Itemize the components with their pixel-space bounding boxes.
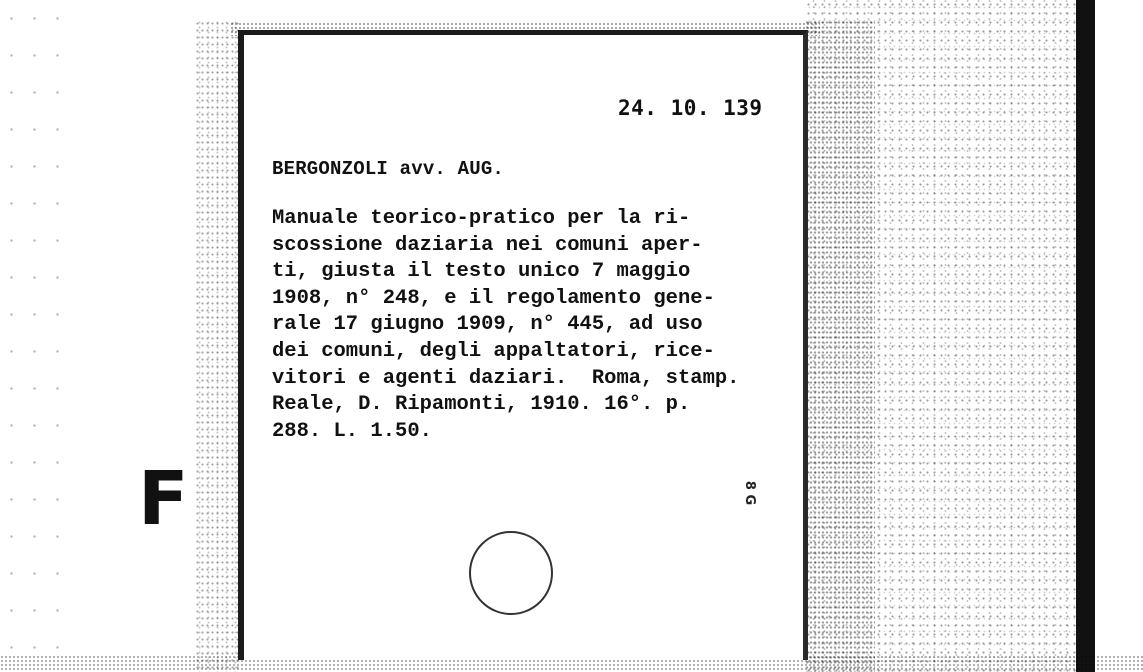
card-description-line: Manuale teorico-pratico per la ri- [272, 207, 691, 230]
card-description [272, 206, 739, 445]
punch-hole [469, 531, 553, 615]
card-description-line: ti, giusta il testo unico 7 maggio [272, 260, 691, 284]
scan-border-right [1076, 0, 1095, 672]
card-description-line: vitori e agenti daziari. Roma, stamp. [272, 366, 740, 390]
card-author: BERGONZOLI avv. AUG. [272, 158, 505, 180]
card-description-line: 1908, n° 248, e il regolamento gene- [272, 286, 715, 310]
drawer-letter: F [138, 456, 189, 542]
card-number: 24. 10. 139 [618, 96, 763, 120]
scan-noise-left-margin [0, 0, 60, 672]
shelf-mark: 8 G [742, 480, 757, 506]
scan-noise-left-edge [195, 20, 240, 672]
card-description-line: rale 17 giugno 1909, n° 445, ad uso [272, 313, 703, 337]
scan-noise-right-edge [805, 20, 875, 672]
scan-margin-right [1095, 0, 1143, 672]
card-description-line: scossione daziaria nei comuni aper- [272, 233, 703, 257]
card-description-line: Reale, D. Ripamonti, 1910. 16°. p. [272, 393, 691, 417]
card-description-line: 288. L. 1.50. [272, 419, 432, 443]
card-description-line: dei comuni, degli appaltatori, rice- [272, 339, 715, 363]
